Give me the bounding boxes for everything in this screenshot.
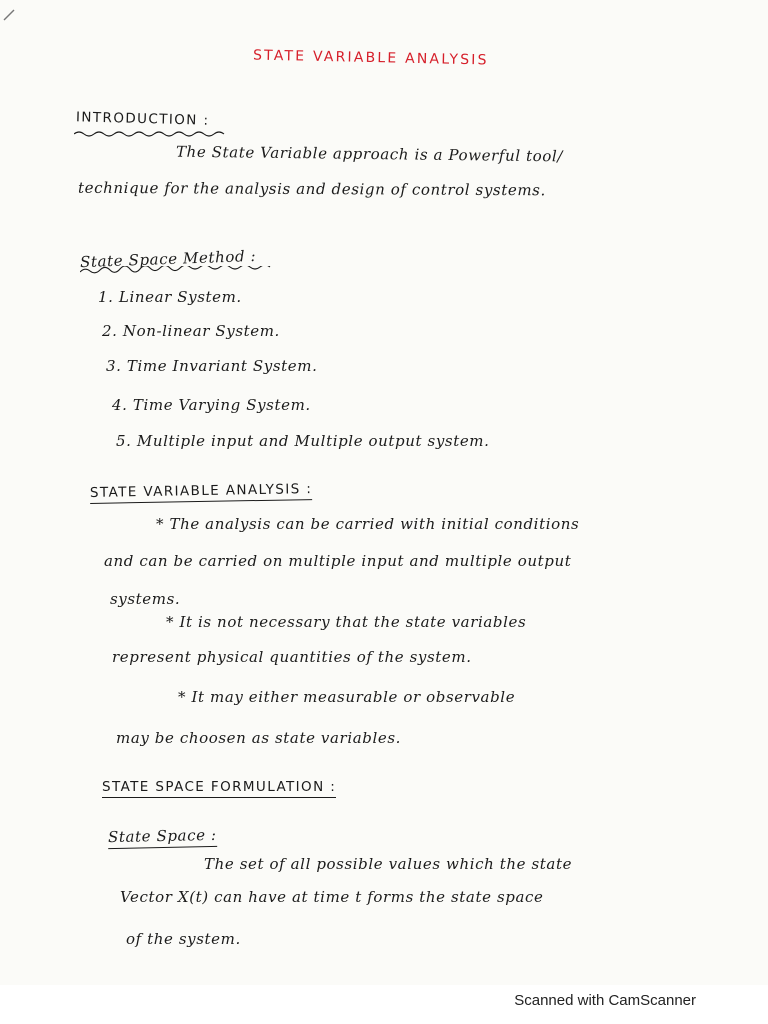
sva-line-4: * It is not necessary that the state variables [166, 613, 527, 631]
sva-line-6: * It may either measurable or observable [178, 688, 516, 706]
sva-line-5: represent physical quantities of the system. [112, 648, 472, 666]
page-title: STATE VARIABLE ANALYSIS [252, 47, 489, 69]
ssf-line-1: The set of all possible values which the state [204, 855, 573, 873]
introduction-underline [74, 130, 234, 138]
sva-line-3: systems. [110, 590, 181, 608]
scanner-footer: Scanned with CamScanner [514, 992, 696, 1009]
method-item-3: 3. Time Invariant System. [106, 357, 318, 375]
state-variable-analysis-heading: STATE VARIABLE ANALYSIS : [90, 481, 313, 504]
state-space-method-heading: State Space Method : [79, 246, 257, 272]
sva-line-2: and can be carried on multiple input and multiple output [104, 552, 572, 570]
sva-line-1: * The analysis can be carried with initial conditions [156, 515, 580, 533]
state-space-formulation-heading: STATE SPACE FORMULATION : [102, 779, 336, 798]
sva-line-7: may be choosen as state variables. [116, 729, 402, 747]
introduction-line-1: The State Variable approach is a Powerful tool/ [175, 142, 564, 166]
introduction-heading: INTRODUCTION : [75, 109, 210, 129]
ssf-line-2: Vector X(t) can have at time t forms the state space [120, 888, 544, 906]
state-space-method-underline [80, 266, 280, 274]
method-item-4: 4. Time Varying System. [112, 396, 311, 414]
state-space-subheading: State Space : [108, 826, 217, 849]
method-item-1: 1. Linear System. [98, 288, 242, 306]
corner-mark [0, 0, 40, 30]
ssf-line-3: of the system. [126, 930, 241, 948]
method-item-5: 5. Multiple input and Multiple output system. [116, 432, 490, 450]
method-item-2: 2. Non-linear System. [102, 322, 280, 340]
introduction-line-2: technique for the analysis and design of control systems. [77, 178, 546, 200]
